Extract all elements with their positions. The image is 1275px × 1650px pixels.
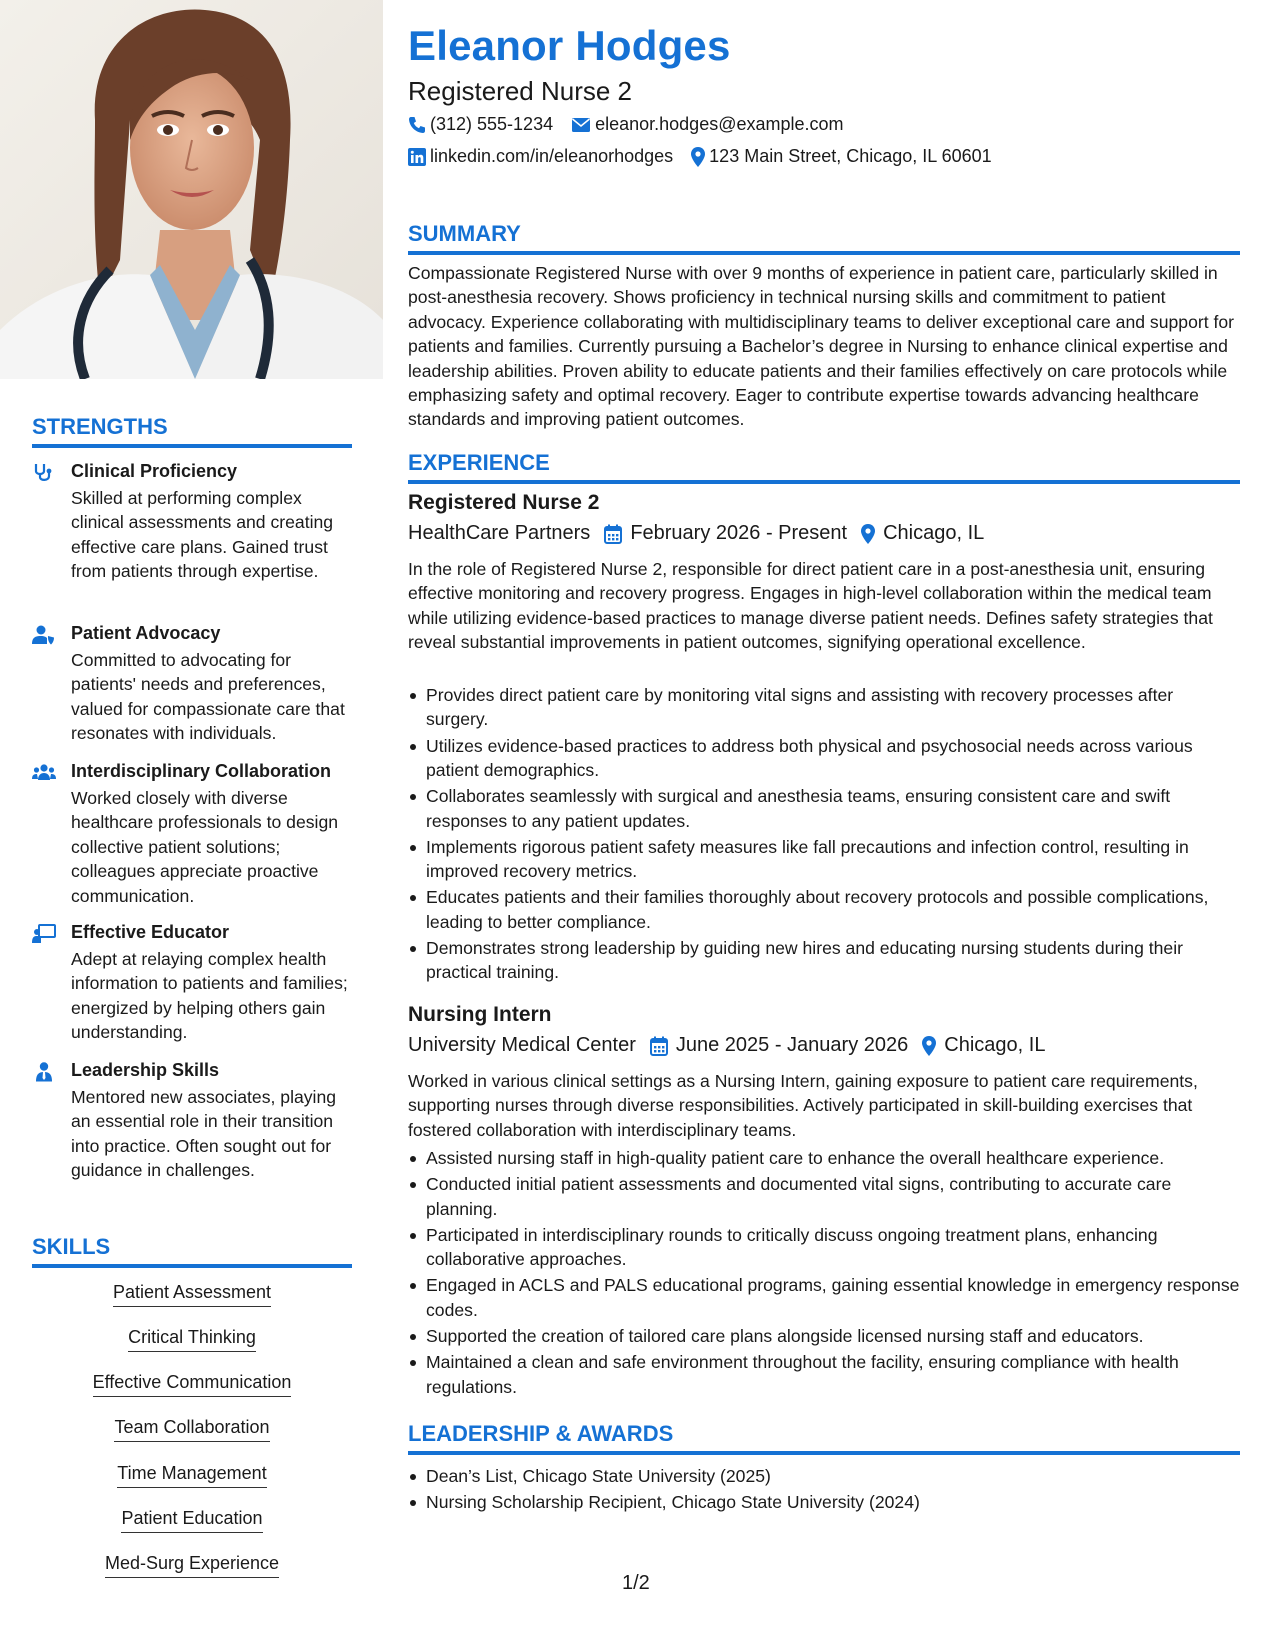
skill-tag	[32, 1327, 352, 1352]
skill-label: Time Management	[117, 1463, 266, 1488]
skill-tag	[32, 1553, 352, 1578]
contact-row-2	[408, 146, 1010, 167]
summary-text: Compassionate Registered Nurse with over 9 months of experience in patient care, particularly skilled in post-anesthesia recovery. Shows proficiency in technical nursing skills and commitment to patient advocacy. Experience collaborating with multidisciplinary teams to deliver exceptional care and support for patients and families. Currently pursuing a Bachelor’s degree in Nursing to enhance clinical expertise and leadership abilities. Proven ability to educate patients and their families effectively on care protocols while emphasizing safety and optimal recovery. Eager to contribute expertise towards advancing healthcare standards and improving patient outcomes.	[408, 263, 1235, 430]
job-description: Worked in various clinical settings as a Nursing Intern, gaining exposure to patient care requirements, supporting nurses through diverse responsibilities. Actively participated in skill-building exercises that fostered collaboration with interdisciplinary teams.	[408, 1071, 1198, 1140]
list-item: Demonstrates strong leadership by guiding new hires and educating nursing students during their practical training.	[408, 936, 1240, 985]
job-dates: February 2026 - Present	[630, 522, 848, 544]
list-item: Nursing Scholarship Recipient, Chicago State University (2024)	[408, 1490, 1240, 1514]
strength-description: Mentored new associates, playing an essential role in their transition into practice. Often sought out for guidance in challenges.	[71, 1087, 337, 1181]
job-title: Nursing Intern	[408, 1003, 552, 1026]
list-item: Engaged in ACLS and PALS educational programs, gaining essential knowledge in emergency response codes.	[408, 1273, 1240, 1322]
map-marker-icon	[861, 524, 875, 544]
address-contact	[691, 146, 992, 167]
summary-rule	[408, 251, 1240, 255]
job-location: Chicago, IL	[883, 522, 985, 544]
candidate-title: Registered Nurse 2	[408, 76, 632, 106]
job-company: HealthCare Partners	[408, 522, 591, 544]
map-marker-icon	[691, 147, 705, 167]
strengths-heading: STRENGTHS	[32, 414, 168, 439]
skill-tag	[32, 1463, 352, 1488]
candidate-name: Eleanor Hodges	[408, 22, 731, 69]
linkedin-icon	[408, 148, 426, 166]
list-item: Supported the creation of tailored care plans alongside licensed nursing staff and educators.	[408, 1324, 1240, 1348]
list-item: Maintained a clean and safe environment throughout the facility, ensuring compliance with health regulations.	[408, 1350, 1240, 1399]
user-shield-icon	[32, 625, 56, 645]
skill-label: Effective Communication	[93, 1372, 292, 1397]
awards-heading: LEADERSHIP & AWARDS	[408, 1421, 674, 1446]
job-title: Registered Nurse 2	[408, 491, 600, 514]
list-item: Assisted nursing staff in high-quality patient care to enhance the overall healthcare experience.	[408, 1146, 1240, 1170]
skill-tag	[32, 1508, 352, 1533]
calendar-icon	[604, 524, 622, 544]
list-item: Dean’s List, Chicago State University (2025)	[408, 1464, 1240, 1488]
page-number: 1/2	[622, 1572, 650, 1594]
map-marker-icon	[922, 1036, 936, 1056]
contact-row-1	[408, 114, 862, 135]
job-meta	[408, 522, 984, 545]
calendar-icon	[650, 1036, 668, 1056]
list-item: Utilizes evidence-based practices to address both physical and psychosocial needs across various patient demographics.	[408, 734, 1240, 783]
strength-title: Effective Educator	[71, 922, 230, 942]
strengths-rule	[32, 444, 352, 448]
stethoscope-icon	[32, 463, 56, 483]
skills-rule	[32, 1264, 352, 1268]
experience-heading: EXPERIENCE	[408, 450, 550, 475]
strength-description: Committed to advocating for patients' needs and preferences, valued for compassionate care that resonates with individuals.	[71, 650, 345, 744]
job-bullets	[408, 683, 1240, 987]
skill-tag	[32, 1417, 352, 1442]
strength-description: Skilled at performing complex clinical assessments and creating effective care plans. Gained trust from patients through expertise.	[71, 488, 334, 582]
address-text: 123 Main Street, Chicago, IL 60601	[709, 146, 992, 166]
awards-list	[408, 1464, 1240, 1516]
strength-description: Worked closely with diverse healthcare professionals to design collective patient solutions; colleagues appreciate proactive communication.	[71, 788, 339, 906]
job-location: Chicago, IL	[944, 1034, 1046, 1056]
list-item: Implements rigorous patient safety measures like fall precautions and infection control, resulting in improved recovery metrics.	[408, 835, 1240, 884]
list-item: Provides direct patient care by monitoring vital signs and assisting with recovery processes after surgery.	[408, 683, 1240, 732]
phone-contact	[408, 114, 553, 135]
strength-title: Leadership Skills	[71, 1060, 220, 1080]
phone-icon	[408, 116, 426, 134]
phone-text: (312) 555-1234	[430, 114, 554, 134]
experience-rule	[408, 480, 1240, 484]
email-contact[interactable]	[571, 114, 843, 135]
skill-label: Med-Surg Experience	[105, 1553, 279, 1578]
summary-heading: SUMMARY	[408, 221, 521, 246]
skill-label: Patient Assessment	[113, 1282, 271, 1307]
skill-label: Critical Thinking	[128, 1327, 256, 1352]
strength-title: Interdisciplinary Collaboration	[71, 761, 332, 781]
skill-tag	[32, 1282, 352, 1307]
linkedin-text[interactable]: linkedin.com/in/eleanorhodges	[430, 146, 674, 166]
list-item: Conducted initial patient assessments and documented vital signs, contributing to accurate care planning.	[408, 1172, 1240, 1221]
users-icon	[32, 763, 56, 783]
job-company: University Medical Center	[408, 1034, 636, 1056]
user-tie-icon	[32, 1062, 56, 1082]
left-column	[0, 0, 383, 1650]
skill-label: Team Collaboration	[114, 1417, 269, 1442]
envelope-icon	[571, 117, 591, 133]
job-dates: June 2025 - January 2026	[675, 1034, 909, 1056]
list-item: Educates patients and their families thoroughly about recovery protocols and possible complications, leading to better compliance.	[408, 885, 1240, 934]
skills-heading: SKILLS	[32, 1234, 111, 1259]
strength-title: Clinical Proficiency	[71, 461, 238, 481]
list-item: Participated in interdisciplinary rounds to critically discuss ongoing treatment plans, enhancing collaborative approaches.	[408, 1223, 1240, 1272]
job-description: In the role of Registered Nurse 2, responsible for direct patient care in a post-anesthesia unit, ensuring effective monitoring and recovery progress. Engages in high-level collaboration within the medical team while utilizing evidence-based practices to manage diverse patient needs. Defines safety strategies that reveal substantial improvements in patient outcomes, signifying operational excellence.	[408, 559, 1213, 653]
linkedin-contact[interactable]	[408, 146, 673, 167]
awards-rule	[408, 1451, 1240, 1455]
list-item: Collaborates seamlessly with surgical and anesthesia teams, ensuring consistent care and swift responses to any patient updates.	[408, 784, 1240, 833]
email-text[interactable]: eleanor.hodges@example.com	[595, 114, 844, 134]
job-bullets	[408, 1146, 1240, 1401]
strength-description: Adept at relaying complex health information to patients and families; energized by helping others gain understanding.	[71, 949, 348, 1043]
job-meta	[408, 1034, 1045, 1057]
strength-title: Patient Advocacy	[71, 623, 221, 643]
skill-label: Patient Education	[121, 1508, 262, 1533]
portrait-image	[0, 0, 383, 379]
profile-photo	[0, 0, 383, 379]
skill-tag	[32, 1372, 352, 1397]
chalkboard-teacher-icon	[32, 924, 56, 944]
